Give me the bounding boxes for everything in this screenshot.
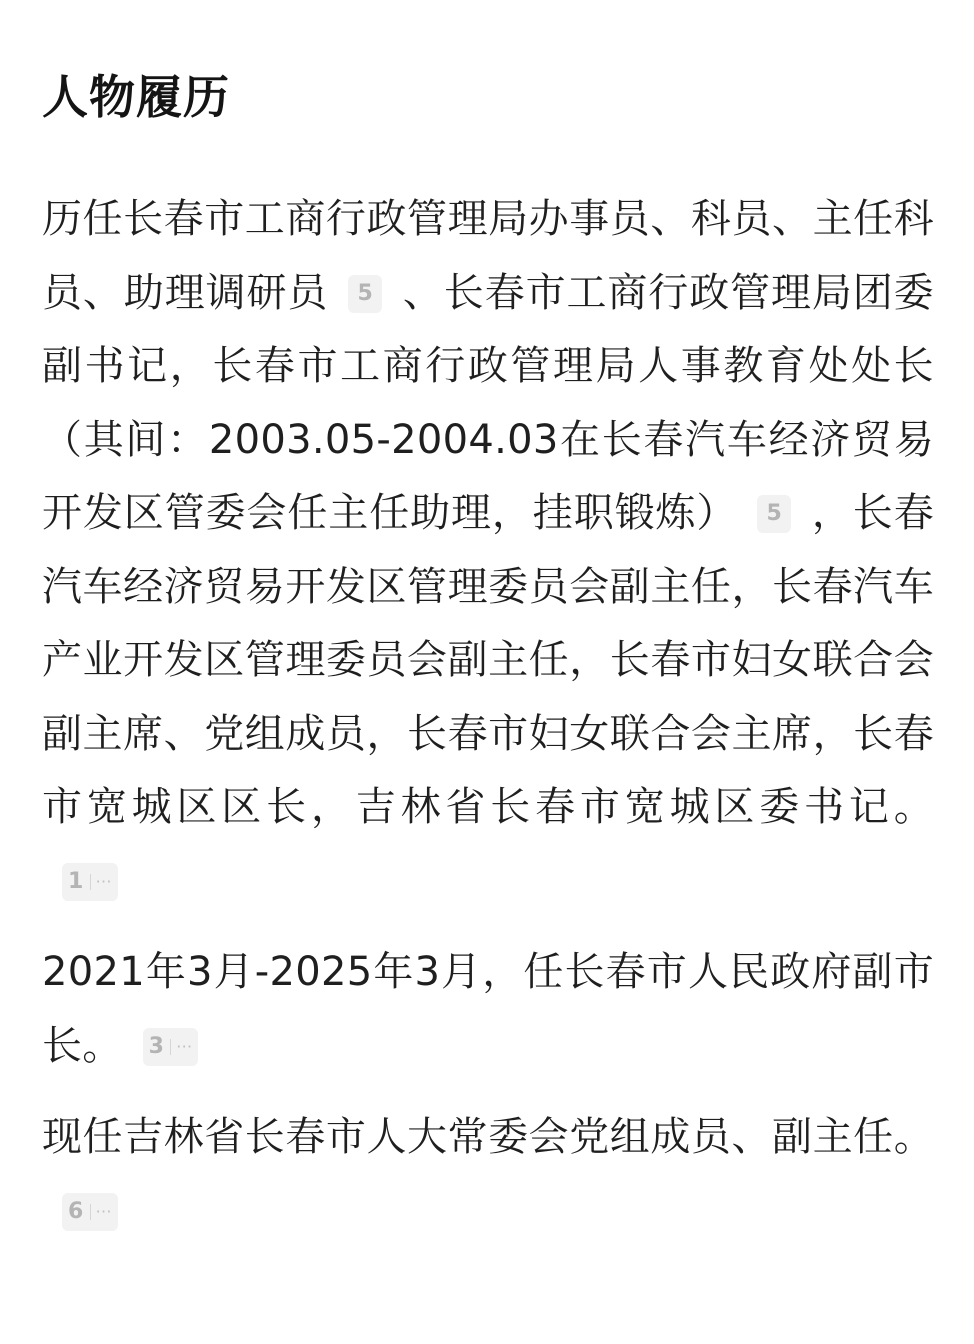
paragraph-text: 历任长春市工商行政管理局办事员、科员、主任科员、助理调研员	[42, 196, 934, 316]
citation-ref-number: 5	[357, 280, 374, 306]
ellipsis-icon: ···	[170, 1039, 192, 1055]
paragraph-text: ，长春汽车经济贸易开发区管理委员会副主任，长春汽车产业开发区管理委员会副主任，长春市妇女联合会副主席、党组成员，长春市妇女联合会主席，长春市宽城区区长，吉林省长春市宽城区委书记。	[42, 490, 934, 831]
ellipsis-icon: ···	[90, 1204, 112, 1220]
paragraph-text: 、长春市工商行政管理局团委副书记，长春市工商行政管理局人事教育处处长（其间：2003.05-2004.03在长春汽车经济贸易开发区管委会任主任助理，挂职锻炼）	[42, 269, 934, 537]
paragraph-text: 2021年3月-2025年3月，任长春市人民政府副市长。	[42, 949, 934, 1069]
citation-ref-number: 1	[68, 868, 84, 894]
paragraph-text: 现任吉林省长春市人大常委会党组成员、副主任。	[42, 1114, 934, 1161]
citation-ref-number: 5	[766, 501, 783, 527]
citation-ref-number: 6	[68, 1198, 84, 1224]
citation-ref-badge[interactable]	[143, 1028, 199, 1066]
ellipsis-icon: ···	[90, 874, 112, 890]
citation-ref-badge[interactable]	[62, 863, 118, 901]
section-title: 人物履历	[42, 70, 230, 124]
paragraph-list	[42, 183, 934, 1248]
citation-ref-badge[interactable]	[757, 495, 791, 533]
paragraph	[42, 183, 934, 918]
citation-ref-badge[interactable]	[62, 1193, 118, 1231]
paragraph	[42, 936, 934, 1083]
paragraph	[42, 1101, 934, 1248]
citation-ref-number: 3	[148, 1033, 165, 1059]
citation-ref-badge[interactable]	[348, 275, 382, 313]
